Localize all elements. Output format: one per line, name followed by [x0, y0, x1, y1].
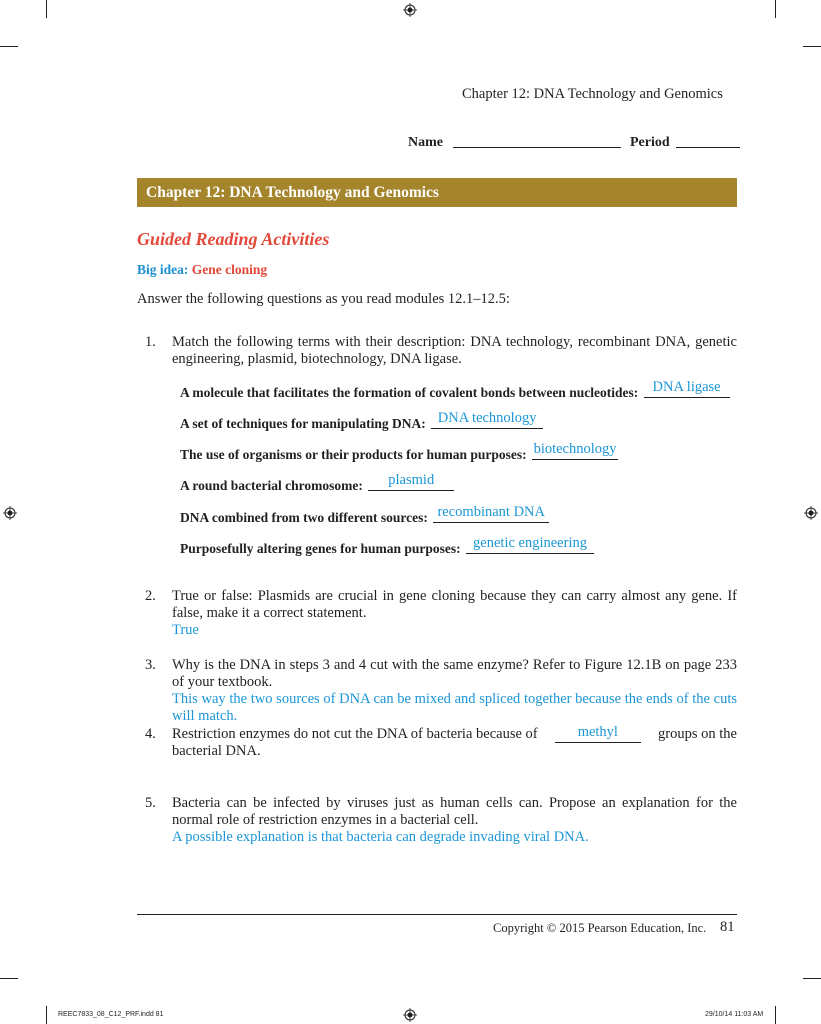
section-title: Guided Reading Activities: [137, 229, 330, 249]
chapter-banner: Chapter 12: DNA Technology and Genomics: [137, 178, 737, 207]
registration-mark-left-icon: [3, 506, 17, 520]
match-item-4-answer: plasmid: [388, 472, 435, 488]
match-item-5-answer: recombinant DNA: [437, 504, 545, 520]
question-1-number: 1.: [145, 334, 156, 350]
match-item-1-answer: DNA ligase: [652, 379, 721, 395]
question-5-number: 5.: [145, 795, 156, 811]
period-label: Period: [630, 135, 670, 150]
period-blank[interactable]: [676, 147, 740, 148]
question-4-number: 4.: [145, 726, 156, 742]
question-3-answer: This way the two sources of DNA can be mixed and spliced together because the ends of the cuts will match.: [172, 691, 737, 724]
match-item-6-blank[interactable]: [466, 535, 594, 554]
question-3-number: 3.: [145, 657, 156, 673]
copyright: Copyright © 2015 Pearson Education, Inc.: [493, 921, 707, 935]
match-item-5-blank[interactable]: [433, 504, 549, 523]
question-2-text: True or false: Plasmids are crucial in gene cloning because they can carry almost any gene. If false, make it a correct statement.: [172, 588, 737, 621]
match-item-6: [180, 535, 594, 557]
page-number: 81: [720, 919, 735, 935]
slug-timestamp: 29/10/14 11:03 AM: [705, 1011, 764, 1018]
name-label: Name: [408, 135, 443, 150]
crop-mark-right-top: [803, 46, 821, 47]
running-header: Chapter 12: DNA Technology and Genomics: [462, 86, 723, 102]
match-item-3-answer: biotechnology: [533, 441, 617, 457]
match-item-1-blank[interactable]: [644, 379, 730, 398]
question-1-text: Match the following terms with their description: DNA technology, recombinant DNA, genetic engineering, plasmid, biotechnology, DNA ligase.: [172, 334, 737, 367]
registration-mark-right-icon: [804, 506, 818, 520]
registration-mark-top-icon: [403, 3, 417, 17]
question-2-number: 2.: [145, 588, 156, 604]
crop-mark-top-right: [775, 0, 776, 18]
name-blank[interactable]: [453, 147, 621, 148]
match-item-5-prompt: DNA combined from two different sources:: [180, 510, 428, 525]
question-4-text: [172, 726, 737, 760]
match-item-3: [180, 441, 618, 463]
question-4-blank[interactable]: [555, 724, 641, 743]
match-item-1-prompt: A molecule that facilitates the formation of covalent bonds between nucleotides:: [180, 385, 639, 400]
crop-mark-left-top: [0, 46, 18, 47]
crop-mark-bottom-right: [775, 1006, 776, 1024]
crop-mark-top-left: [46, 0, 47, 18]
match-item-3-blank[interactable]: [532, 441, 618, 460]
big-idea-value: Gene cloning: [191, 262, 268, 277]
footer-rule: [137, 914, 737, 915]
question-4-text-before: Restriction enzymes do not cut the DNA of bacteria because of: [172, 726, 538, 742]
match-item-3-prompt: The use of organisms or their products for human purposes:: [180, 447, 527, 462]
big-idea: [137, 262, 267, 278]
question-3-text: Why is the DNA in steps 3 and 4 cut with the same enzyme? Refer to Figure 12.1B on page 233 of your textbook.: [172, 657, 737, 690]
question-4-text-after: groups on the: [658, 726, 737, 742]
crop-mark-left-bottom: [0, 978, 18, 979]
registration-mark-bottom-icon: [403, 1008, 417, 1022]
question-2-answer: True: [172, 622, 199, 638]
question-5-text: Bacteria can be infected by viruses just as human cells can. Propose an explanation for the normal role of restriction enzymes in a bacterial cell.: [172, 795, 737, 828]
name-period-row: [408, 135, 740, 151]
question-4-text-line2: bacterial DNA.: [172, 743, 261, 759]
intro-text: Answer the following questions as you read modules 12.1–12.5:: [137, 291, 510, 307]
match-item-2: [180, 410, 543, 432]
crop-mark-right-bottom: [803, 978, 821, 979]
crop-mark-bottom-left: [46, 1006, 47, 1024]
question-5-answer: A possible explanation is that bacteria can degrade invading viral DNA.: [172, 829, 589, 845]
match-item-2-answer: DNA technology: [437, 410, 537, 426]
match-item-6-prompt: Purposefully altering genes for human purposes:: [180, 541, 461, 556]
match-item-6-answer: genetic engineering: [473, 535, 587, 551]
big-idea-label: Big idea:: [137, 262, 189, 277]
question-4-answer: methyl: [577, 724, 618, 740]
match-item-4: [180, 472, 454, 494]
match-item-2-prompt: A set of techniques for manipulating DNA:: [180, 416, 426, 431]
match-item-2-blank[interactable]: [431, 410, 543, 429]
slug-file: REEC7833_08_C12_PRF.indd 81: [58, 1011, 164, 1018]
match-item-4-prompt: A round bacterial chromosome:: [180, 478, 363, 493]
match-item-1: [180, 379, 730, 401]
match-item-4-blank[interactable]: [368, 472, 454, 491]
match-item-5: [180, 504, 549, 526]
